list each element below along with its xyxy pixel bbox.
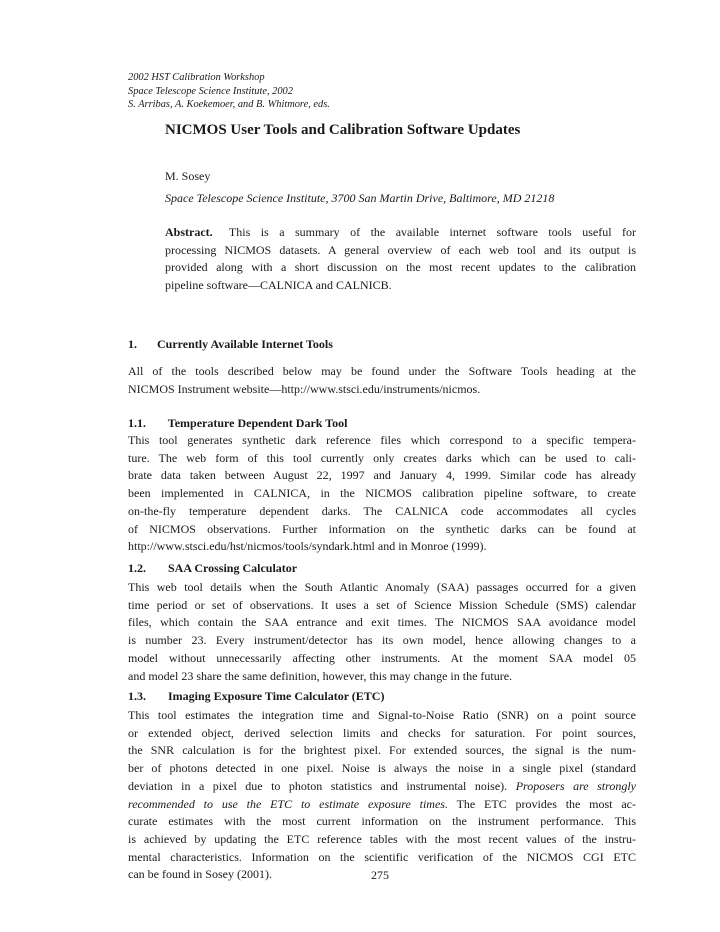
proceedings-header xyxy=(128,71,330,112)
body-line: files, which contain the SAA entrance and exit times. The NICMOS SAA avoidance model xyxy=(128,615,636,630)
body-line: and model 23 share the same definition, however, this may change in the future. xyxy=(128,668,513,683)
section-heading-1 xyxy=(128,337,333,352)
section-title: Currently Available Internet Tools xyxy=(157,337,333,351)
section-heading-1-3 xyxy=(128,689,384,704)
emphasized-text: recommended to use the ETC to estimate exposure times. xyxy=(128,796,448,811)
body-line: ture. The web form of this tool currently only creates darks which can be used to cali- xyxy=(128,450,636,465)
section-1-3-body xyxy=(128,707,636,884)
section-1-1-body xyxy=(128,432,636,556)
body-line xyxy=(128,778,636,796)
section-1-body xyxy=(128,363,636,398)
emphasized-text: Proposers are strongly xyxy=(515,778,636,793)
abstract-label: Abstract. xyxy=(165,225,213,239)
section-number: 1. xyxy=(128,337,137,351)
body-line: is number 23. Every instrument/detector has its own model, hence allowing changes to a xyxy=(128,633,636,648)
body-text: The ETC provides the most ac- xyxy=(456,796,636,811)
abstract-line: provided along with a short discussion on the most recent updates to the calibration xyxy=(165,260,636,275)
body-line: brate data taken between August 22, 1997 and January 4, 1999. Similar code has already xyxy=(128,468,636,483)
section-number: 1.3. xyxy=(128,689,146,703)
body-line: on-the-fly temperature dependent darks. The CALNICA code accommodates all cycles xyxy=(128,503,636,518)
body-line: of NICMOS observations. Further information on the synthetic darks can be found at xyxy=(128,521,636,536)
section-heading-1-2 xyxy=(128,561,297,576)
body-line: model without unnecessarily affecting other instruments. At the moment SAA model 05 xyxy=(128,650,636,665)
body-line: time period or set of observations. It uses a set of Science Mission Schedule (SMS) calendar xyxy=(128,597,636,612)
section-title: Temperature Dependent Dark Tool xyxy=(167,416,348,430)
body-line: is achieved by updating the ETC reference tables with the most recent values of the instru- xyxy=(128,831,636,846)
abstract xyxy=(165,224,636,294)
section-heading-1-1 xyxy=(128,416,347,431)
author-name: M. Sosey xyxy=(165,169,211,183)
abstract-line: processing NICMOS datasets. A general overview of each web tool and its output is xyxy=(165,242,636,257)
section-number: 1.1. xyxy=(128,416,146,430)
body-line: curate estimates with the most current information on the instrument performance. This xyxy=(128,814,636,829)
page-number: 275 xyxy=(371,868,389,882)
body-line: ber of photons detected in one pixel. Noise is always the noise in a single pixel (standard xyxy=(128,761,636,776)
section-1-2-body xyxy=(128,579,636,685)
body-line: All of the tools described below may be found under the Software Tools heading at the xyxy=(128,364,636,378)
body-line: mental characteristics. Information on the scientific verification of the NICMOS CGI ETC xyxy=(128,849,636,864)
section-number: 1.2. xyxy=(128,561,146,575)
body-text: deviation in a pixel due to photon statistics and instrumental noise). xyxy=(128,778,508,793)
section-title: SAA Crossing Calculator xyxy=(168,561,298,575)
body-line: This web tool details when the South Atlantic Anomaly (SAA) passages occurred for a given xyxy=(128,580,636,594)
paper-title: NICMOS User Tools and Calibration Software Updates xyxy=(165,122,521,138)
section-title: Imaging Exposure Time Calculator (ETC) xyxy=(168,689,385,703)
body-line: or extended object, derived selection limits and checks for saturation. For point sources, xyxy=(128,725,636,740)
body-line: the SNR calculation is for the brightest pixel. For extended sources, the signal is the num- xyxy=(128,743,636,758)
header-line: S. Arribas, A. Koekemoer, and B. Whitmore, eds. xyxy=(128,99,330,110)
header-line: Space Telescope Science Institute, 2002 xyxy=(128,85,293,97)
body-line: http://www.stsci.edu/hst/nicmos/tools/syndark.html and in Monroe (1999). xyxy=(128,539,487,554)
author-affiliation: Space Telescope Science Institute, 3700 San Martin Drive, Baltimore, MD 21218 xyxy=(165,191,555,205)
body-line: can be found in Sosey (2001). xyxy=(128,867,272,882)
abstract-line: pipeline software—CALNICA and CALNICB. xyxy=(165,277,392,292)
header-line: 2002 HST Calibration Workshop xyxy=(128,72,265,83)
abstract-line: This is a summary of the available internet software tools useful for xyxy=(228,225,636,239)
body-line xyxy=(128,796,636,814)
body-line: been implemented in CALNICA, in the NICMOS calibration pipeline software, to create xyxy=(128,486,636,501)
body-line: This tool generates synthetic dark reference files which correspond to a specific tempera- xyxy=(128,433,636,447)
body-line: This tool estimates the integration time and Signal-to-Noise Ratio (SNR) on a point source xyxy=(128,708,636,722)
body-line: NICMOS Instrument website—http://www.stsci.edu/instruments/nicmos. xyxy=(128,381,481,396)
